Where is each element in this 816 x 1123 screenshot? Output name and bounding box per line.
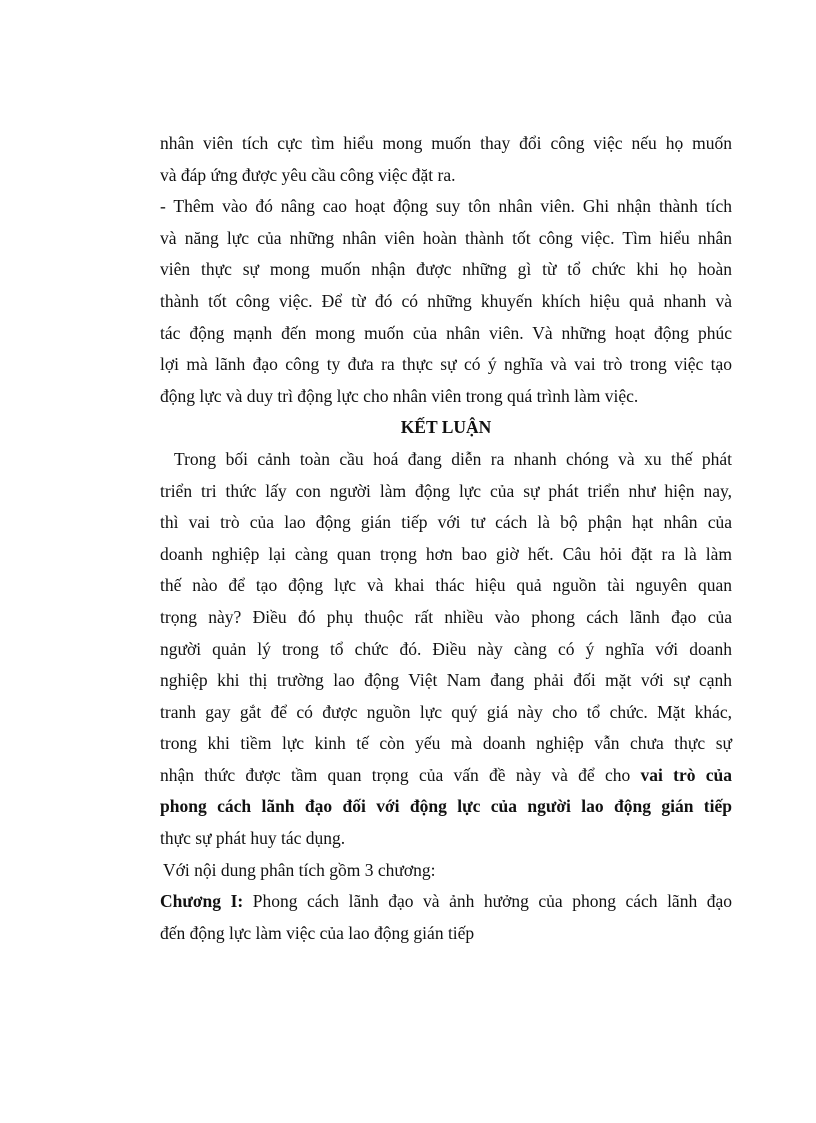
text-line: trong khi tiềm lực kinh tế còn yếu mà doanh nghiệp vẫn chưa thực sự	[160, 733, 732, 754]
paragraph-conclusion	[160, 444, 732, 855]
text-line: thành tốt công việc. Để từ đó có những khuyến khích hiệu quả nhanh và	[160, 290, 732, 311]
emphasis-line: phong cách lãnh đạo đối với động lực của người lao động gián tiếp	[160, 796, 732, 817]
text-line: thì vai trò của lao động gián tiếp với tư cách là bộ phận hạt nhân của	[160, 512, 732, 533]
text-line: và đáp ứng được yêu cầu công việc đặt ra.	[160, 164, 456, 185]
text-line: trọng này? Điều đó phụ thuộc rất nhiều vào phong cách lãnh đạo của	[160, 606, 732, 627]
paragraph-continuation	[160, 128, 732, 191]
emphasis-text: vai trò của	[640, 764, 732, 785]
text-line	[160, 886, 732, 918]
conclusion-heading: KẾT LUẬN	[400, 417, 492, 438]
text-line: nghiệp khi thị trường lao động Việt Nam đang phải đối mặt với sự cạnh	[160, 670, 732, 691]
text-line: thế nào để tạo động lực và khai thác hiệu quả nguồn tài nguyên quan	[160, 575, 732, 596]
text-line: lợi mà lãnh đạo công ty đưa ra thực sự có ý nghĩa và vai trò trong việc tạo	[160, 354, 732, 375]
paragraph-recognition	[160, 191, 732, 412]
text-line: thực sự phát huy tác dụng.	[160, 828, 346, 849]
document-page	[160, 128, 732, 949]
text-line: Trong bối cảnh toàn cầu hoá đang diễn ra nhanh chóng và xu thế phát	[174, 448, 732, 469]
chapter-label: Chương I:	[160, 891, 244, 912]
text-line: người quản lý trong tổ chức đó. Điều này càng có ý nghĩa với doanh	[160, 638, 732, 659]
chapter-title: Phong cách lãnh đạo và ảnh hưởng của phong cách lãnh đạo	[243, 891, 732, 912]
text-line: tác động mạnh đến mong muốn của nhân viên. Và những hoạt động phúc	[160, 322, 732, 343]
text-line: viên thực sự mong muốn nhận được những gì từ tổ chức khi họ hoàn	[160, 259, 732, 280]
summary-line: Với nội dung phân tích gồm 3 chương:	[163, 859, 436, 880]
text-run: nhận thức được tầm quan trọng của vấn đề này và để cho	[160, 764, 641, 785]
text-line	[160, 760, 732, 792]
text-line: triển tri thức lấy con người làm động lực của sự phát triển như hiện nay,	[160, 480, 732, 501]
text-line: - Thêm vào đó nâng cao hoạt động suy tôn nhân viên. Ghi nhận thành tích	[160, 196, 732, 217]
text-line: động lực và duy trì động lực cho nhân viên trong quá trình làm việc.	[160, 385, 639, 406]
text-line: doanh nghiệp lại càng quan trọng hơn bao giờ hết. Câu hỏi đặt ra là làm	[160, 543, 732, 564]
text-line: và năng lực của những nhân viên hoàn thành tốt công việc. Tìm hiểu nhân	[160, 227, 732, 248]
text-line: tranh gay gắt để có được nguồn lực quý giá này cho tổ chức. Mặt khác,	[160, 701, 732, 722]
text-line: nhân viên tích cực tìm hiểu mong muốn thay đổi công việc nếu họ muốn	[160, 133, 732, 153]
text-line: đến động lực làm việc của lao động gián tiếp	[160, 922, 475, 943]
chapter-1-entry	[160, 886, 732, 949]
